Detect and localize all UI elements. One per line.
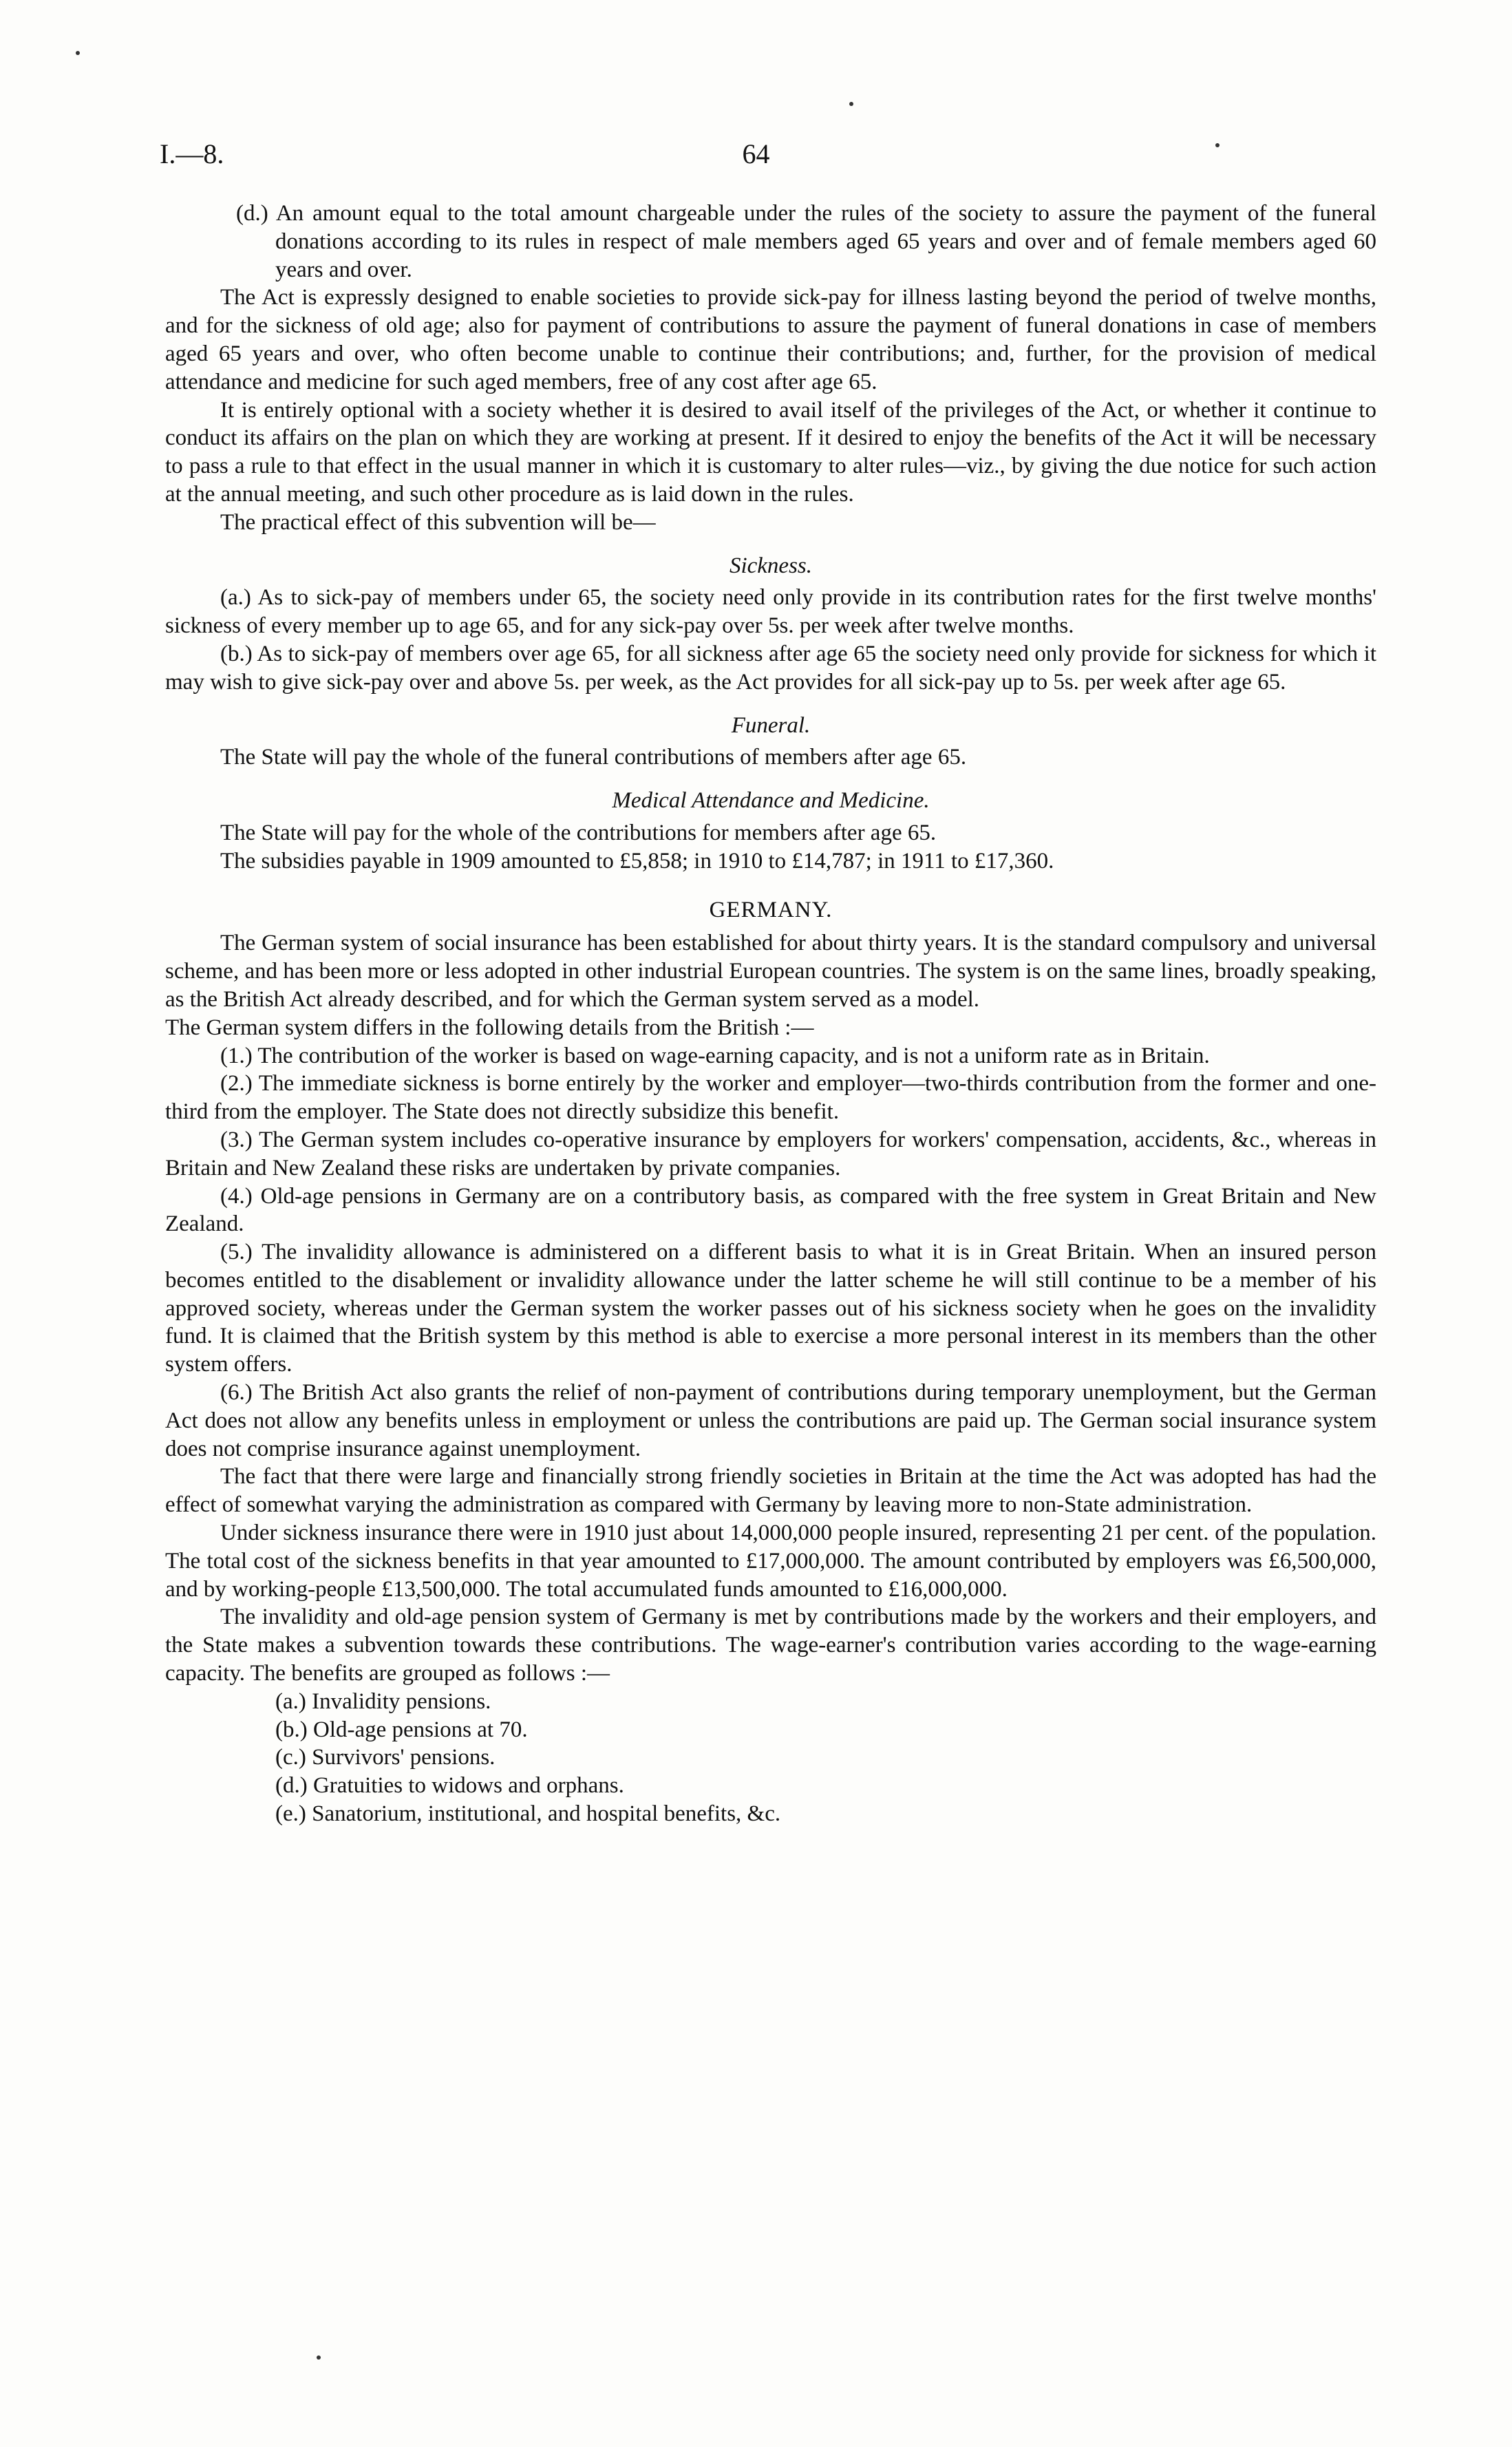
subsidies-paragraph: The subsidies payable in 1909 amounted to £5,858; in 1910 to £14,787; in 1911 to £17,360. xyxy=(220,848,1054,873)
list-item: (a.) Invalidity pensions. xyxy=(275,1688,491,1714)
speck-mark xyxy=(76,51,80,55)
page-number: 64 xyxy=(742,138,770,169)
benefits-list xyxy=(165,1688,1376,1828)
invalidity-paragraph: The invalidity and old-age pension system of Germany is met by contributions made by the workers and their employers, and the State makes a subvention towards these contributions. The wage-earner's contribution varies according to the wage-earning capacity. The benefits are grouped as follows :— xyxy=(165,1604,1376,1686)
paragraph: It is entirely optional with a society whether it is desired to avail itself of the privileges of the Act, or whether it continue to conduct its affairs on the plan on which they are working at present. If it desired to enjoy the benefits of the Act it will be necessary to pass a rule to that effect in the usual manner in which it is customary to alter rules—viz., by giving the due notice for such action at the annual meeting, and such other procedure as is laid down in the rules. xyxy=(165,397,1376,507)
list-item: (e.) Sanatorium, institutional, and hospital benefits, &c. xyxy=(275,1801,781,1827)
germany-point: (3.) The German system includes co-operative insurance by employers for workers' compensation, accidents, &c., whereas in Britain and New Zealand these risks are undertaken by private companies. xyxy=(165,1127,1376,1180)
list-item: (d.) Gratuities to widows and orphans. xyxy=(275,1773,624,1799)
friendly-societies-paragraph: The fact that there were large and financially strong friendly societies in Britain at the time the Act was adopted has had the effect of somewhat varying the administration as compared with Germany by leaving more to non-State administration. xyxy=(165,1464,1376,1518)
germany-intro-paragraph: The German system of social insurance has been established for about thirty years. It is the standard compulsory and universal scheme, and has been more or less adopted in other industrial European countries. The system is on the same lines, broadly speaking, as the British Act already described, and for which the German system served as a model. xyxy=(165,931,1376,1012)
sickness-item: (a.) As to sick-pay of members under 65, the society need only provide in its contribution rates for the first twelve months' sickness of every member up to age 65, and for any sick-pay over 5s. per week after twelve months. xyxy=(165,585,1376,639)
section-heading-funeral: Funeral. xyxy=(731,712,811,738)
section-heading-sickness: Sickness. xyxy=(729,553,813,578)
document-body xyxy=(165,200,1376,1828)
section-heading-medical: Medical Attendance and Medicine. xyxy=(612,788,930,814)
funeral-paragraph: The State will pay the whole of the funeral contributions of members after age 65. xyxy=(220,745,967,770)
sickness-insurance-paragraph: Under sickness insurance there were in 1910 just about 14,000,000 people insured, representing 21 per cent. of the population. The total cost of the sickness benefits in that year amounted to £17,000,000. The amount contributed by employers was £6,500,000, and by working-people £13,500,000. The total accumulated funds amounted to £16,000,000. xyxy=(165,1521,1376,1602)
paragraph: The practical effect of this subvention will be— xyxy=(220,509,656,535)
germany-point: (2.) The immediate sickness is borne entirely by the worker and employer—two-thirds contribution from the former and one-third from the employer. The State does not directly subsidize this benefit. xyxy=(165,1071,1376,1125)
page-header xyxy=(160,138,1352,179)
germany-differs-paragraph: The German system differs in the following details from the British :— xyxy=(165,1015,814,1040)
germany-point: (6.) The British Act also grants the relief of non-payment of contributions during temporary unemployment, but the German Act does not allow any benefits unless in employment or unless the contributions are paid up. The German social insurance system does not comprise insurance against unemployment. xyxy=(165,1380,1376,1461)
speck-mark xyxy=(317,2355,321,2360)
list-item: (c.) Survivors' pensions. xyxy=(275,1745,496,1770)
section-heading-germany: GERMANY. xyxy=(709,897,833,922)
germany-point: (5.) The invalidity allowance is administered on a different basis to what it is in Great Britain. When an insured person becomes entitled to the disablement or invalidity allowance under the latter scheme he will still continue to be a member of his approved society, whereas under the German system the worker passes out of his sickness society when he goes on the invalidity fund. It is claimed that the British system by this method is able to exercise a more personal interest in its members than the other system offers. xyxy=(165,1240,1376,1377)
sickness-item: (b.) As to sick-pay of members over age 65, for all sickness after age 65 the society need only provide for sickness for which it may wish to give sick-pay over and above 5s. per week, as the Act provides for all sick-pay up to 5s. per week after age 65. xyxy=(165,641,1376,695)
item-d-paragraph: (d.) An amount equal to the total amount chargeable under the rules of the society to assure the payment of the funeral donations according to its rules in respect of male members aged 65 years and over and of female members aged 60 years and over. xyxy=(236,201,1376,282)
germany-point: (4.) Old-age pensions in Germany are on a contributory basis, as compared with the free system in Great Britain and New Zealand. xyxy=(165,1183,1376,1237)
medical-paragraph: The State will pay for the whole of the contributions for members after age 65. xyxy=(220,820,937,845)
list-item: (b.) Old-age pensions at 70. xyxy=(275,1717,528,1742)
paragraph: The Act is expressly designed to enable societies to provide sick-pay for illness lasting beyond the period of twelve months, and for the sickness of old age; also for payment of contributions to assure the payment of funeral donations in case of members aged 65 years and over, who often become unable to continue their contributions; and, further, for the provision of medical attendance and medicine for such aged members, free of any cost after age 65. xyxy=(165,285,1376,394)
germany-point: (1.) The contribution of the worker is based on wage-earning capacity, and is not a uniform rate as in Britain. xyxy=(220,1043,1210,1068)
speck-mark xyxy=(849,102,853,106)
document-reference: I.—8. xyxy=(160,138,224,169)
